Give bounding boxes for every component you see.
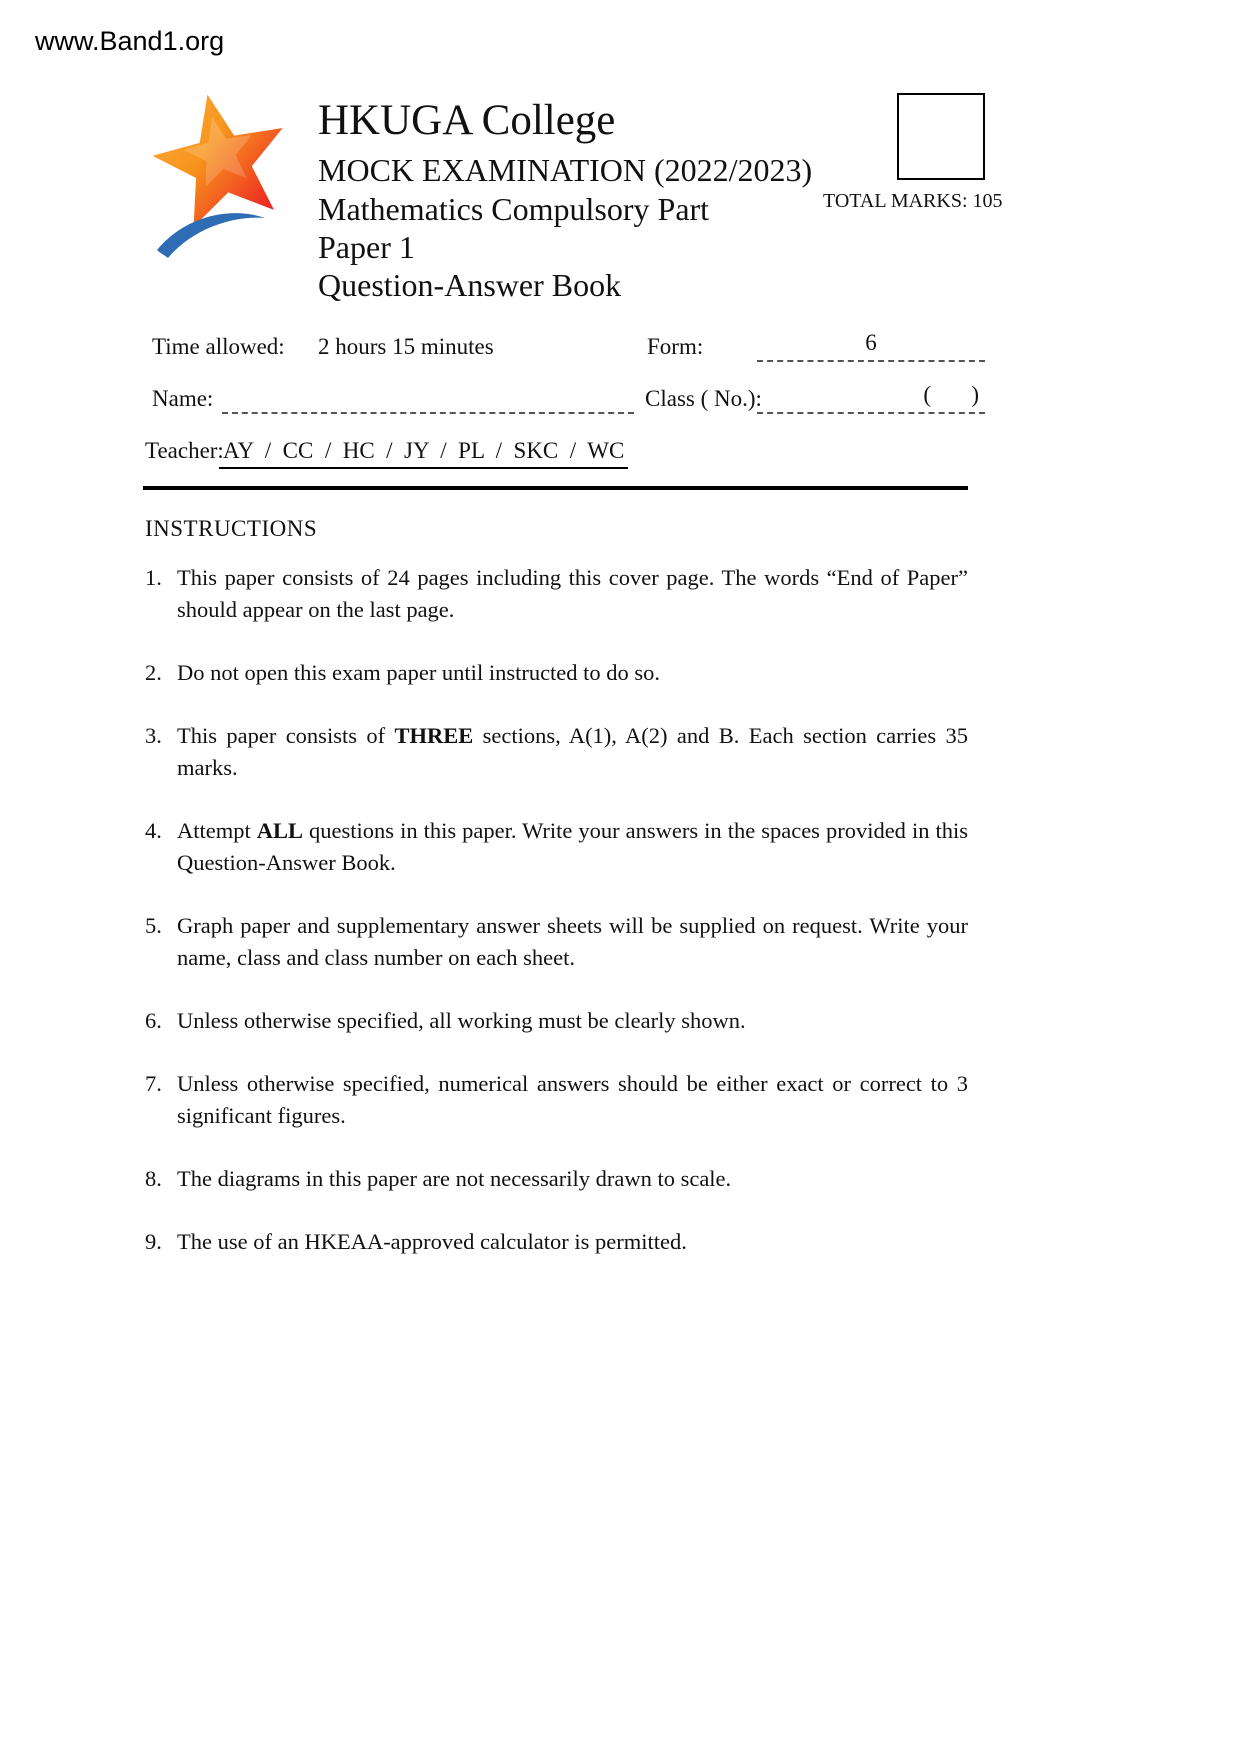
school-logo (145, 88, 300, 283)
school-name: HKUGA College (318, 97, 616, 144)
instruction-number: 5. (145, 913, 162, 938)
instructions-list (145, 562, 968, 1289)
instruction-item (145, 910, 968, 974)
instruction-text: This paper consists of 24 pages including this cover page. The words “End of Paper” should appear on the last page. (177, 565, 968, 622)
class-no-field: ( ) (757, 382, 985, 414)
instruction-text: The diagrams in this paper are not necessarily drawn to scale. (177, 1166, 732, 1191)
name-field (222, 382, 634, 414)
time-allowed-label: Time allowed: (152, 334, 285, 359)
instruction-text: Unless otherwise specified, all working must be clearly shown. (177, 1008, 746, 1033)
instruction-number: 1. (145, 565, 162, 590)
instruction-item (145, 1005, 968, 1037)
instruction-number: 2. (145, 660, 162, 685)
instruction-text: This paper consists of THREE sections, A(1), A(2) and B. Each section carries 35 marks. (177, 723, 969, 780)
marks-box (897, 93, 985, 180)
subject-title: Mathematics Compulsory Part (318, 190, 710, 227)
instruction-number: 4. (145, 818, 162, 843)
swoosh-icon (157, 213, 265, 258)
instruction-item (145, 1226, 968, 1258)
instruction-number: 8. (145, 1166, 162, 1191)
instruction-number: 6. (145, 1008, 162, 1033)
instruction-item (145, 1068, 968, 1132)
instruction-number: 9. (145, 1229, 162, 1254)
instruction-item (145, 1163, 968, 1195)
instruction-item (145, 657, 968, 689)
class-no-label: Class ( No.): (645, 386, 762, 411)
instruction-item (145, 562, 968, 626)
teacher-label: Teacher: (145, 438, 224, 463)
school-logo-graphic (145, 88, 300, 283)
instruction-number: 3. (145, 723, 162, 748)
instruction-text: Unless otherwise specified, numerical answers should be either exact or correct to 3 significant figures. (177, 1071, 968, 1128)
title-block (318, 98, 812, 305)
paper-number: Paper 1 (318, 228, 415, 265)
header-divider (143, 486, 968, 490)
name-label: Name: (152, 386, 214, 411)
form-field: 6 (757, 330, 985, 362)
instruction-number: 7. (145, 1071, 162, 1096)
instruction-item (145, 720, 968, 784)
exam-title: MOCK EXAMINATION (2022/2023) (318, 152, 813, 189)
instruction-text: Do not open this exam paper until instructed to do so. (177, 660, 661, 685)
instruction-text: The use of an HKEAA-approved calculator is permitted. (177, 1229, 687, 1254)
form-label: Form: (647, 334, 704, 359)
total-marks-label: TOTAL MARKS: 105 (823, 190, 1003, 212)
time-allowed-value: 2 hours 15 minutes (318, 334, 494, 359)
instruction-text: Graph paper and supplementary answer sheets will be supplied on request. Write your name, class and class number on each sheet. (177, 913, 968, 970)
book-title: Question-Answer Book (318, 267, 622, 304)
teacher-options: AY / CC / HC / JY / PL / SKC / WC (219, 438, 628, 469)
instructions-heading: INSTRUCTIONS (145, 516, 318, 541)
instruction-text: Attempt ALL questions in this paper. Write your answers in the spaces provided in this Question-Answer Book. (177, 818, 968, 875)
watermark-url: www.Band1.org (35, 26, 225, 56)
instruction-item (145, 815, 968, 879)
